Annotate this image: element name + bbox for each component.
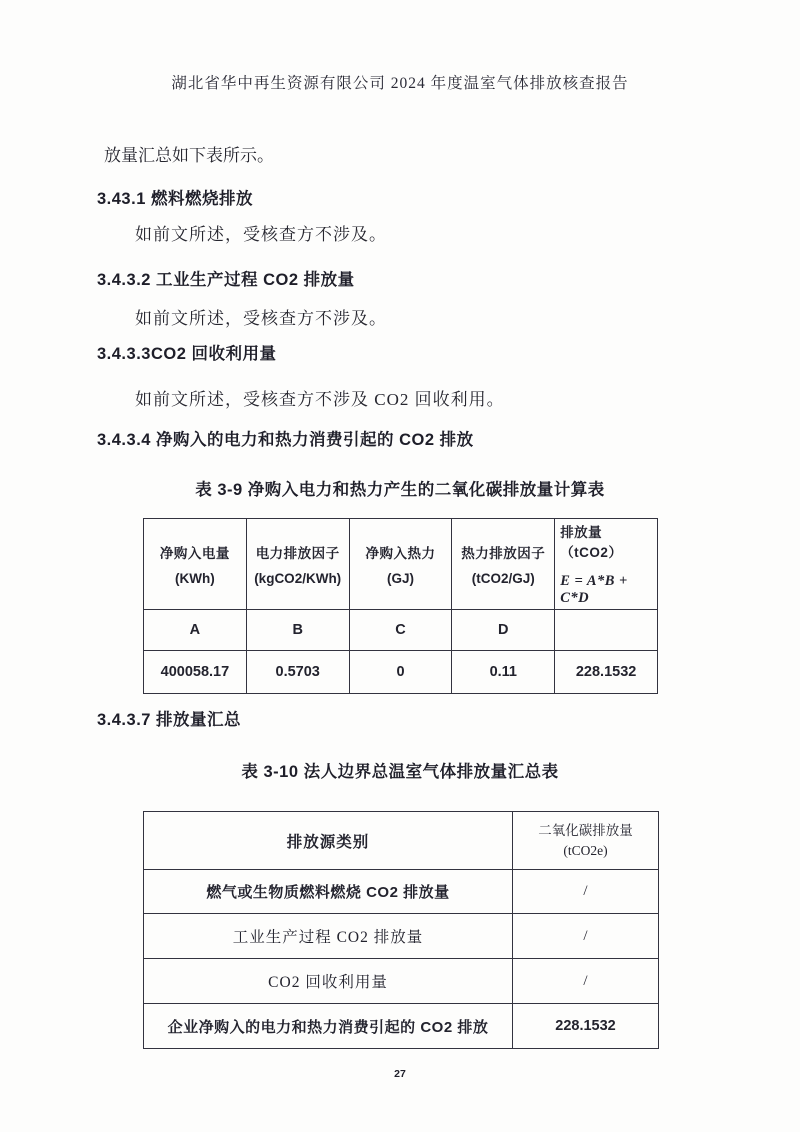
- value-fuel-combustion: /: [513, 870, 659, 914]
- table-row: [144, 914, 659, 959]
- col-header-emission-amount: 排放量（tCO2） E = A*B + C*D: [555, 519, 658, 610]
- table-row: [144, 1004, 659, 1049]
- symbol-cell-e: [555, 610, 658, 651]
- table-3-10-caption: 表 3-10 法人边界总温室气体排放量汇总表: [241, 763, 559, 781]
- section-heading-fuel-combustion: 3.43.1 燃料燃烧排放: [97, 190, 253, 208]
- section-body-co2-recovery: 如前文所述，受核查方不涉及 CO2 回收利用。: [135, 390, 505, 409]
- category-co2-recovery: CO2 回收利用量: [144, 959, 513, 1004]
- document-header-title: 湖北省华中再生资源有限公司 2024 年度温室气体排放核查报告: [171, 75, 629, 92]
- symbol-cell-b: B: [246, 610, 349, 651]
- value-industrial-process: /: [513, 914, 659, 959]
- table-3-9-caption: 表 3-9 净购入电力和热力产生的二氧化碳排放量计算表: [195, 481, 605, 499]
- table-row: [144, 870, 659, 914]
- section-heading-emission-summary: 3.4.3.7 排放量汇总: [97, 711, 242, 729]
- table-3-9-emission-calculation: [143, 518, 658, 694]
- col-header-electricity-factor: 电力排放因子 (kgCO2/KWh): [246, 519, 349, 610]
- col-header-emission-source: 排放源类别: [144, 812, 513, 870]
- value-purchased-energy: 228.1532: [513, 1004, 659, 1049]
- col-header-electricity: 净购入电量 (KWh): [144, 519, 247, 610]
- value-cell-emission: 228.1532: [555, 651, 658, 694]
- value-cell-electricity: 400058.17: [144, 651, 247, 694]
- emission-formula: E = A*B + C*D: [560, 573, 628, 606]
- table-3-10-emission-summary: [143, 811, 659, 1049]
- section-heading-purchased-energy: 3.4.3.4 净购入的电力和热力消费引起的 CO2 排放: [97, 431, 474, 449]
- value-cell-heat-factor: 0.11: [452, 651, 555, 694]
- symbol-cell-d: D: [452, 610, 555, 651]
- col-header-heat-factor: 热力排放因子 (tCO2/GJ): [452, 519, 555, 610]
- section-heading-co2-recovery: 3.4.3.3CO2 回收利用量: [97, 345, 277, 363]
- section-heading-industrial-process: 3.4.3.2 工业生产过程 CO2 排放量: [97, 271, 355, 289]
- category-fuel-combustion: 燃气或生物质燃料燃烧 CO2 排放量: [144, 870, 513, 914]
- col-header-heat: 净购入热力 (GJ): [349, 519, 452, 610]
- symbol-cell-c: C: [349, 610, 452, 651]
- table-row: [144, 651, 658, 694]
- col-header-co2-amount: 二氧化碳排放量 (tCO2e): [513, 812, 659, 870]
- table-row: [144, 610, 658, 651]
- symbol-cell-a: A: [144, 610, 247, 651]
- value-cell-heat: 0: [349, 651, 452, 694]
- intro-paragraph: 放量汇总如下表所示。: [104, 146, 274, 165]
- page-number: 27: [394, 1068, 406, 1080]
- value-cell-electricity-factor: 0.5703: [246, 651, 349, 694]
- value-co2-recovery: /: [513, 959, 659, 1004]
- category-industrial-process: 工业生产过程 CO2 排放量: [144, 914, 513, 959]
- table-row: [144, 812, 659, 870]
- section-body-industrial-process: 如前文所述，受核查方不涉及。: [135, 309, 387, 328]
- category-purchased-energy: 企业净购入的电力和热力消费引起的 CO2 排放: [144, 1004, 513, 1049]
- table-row: [144, 519, 658, 610]
- section-body-fuel-combustion: 如前文所述，受核查方不涉及。: [135, 225, 387, 244]
- table-row: [144, 959, 659, 1004]
